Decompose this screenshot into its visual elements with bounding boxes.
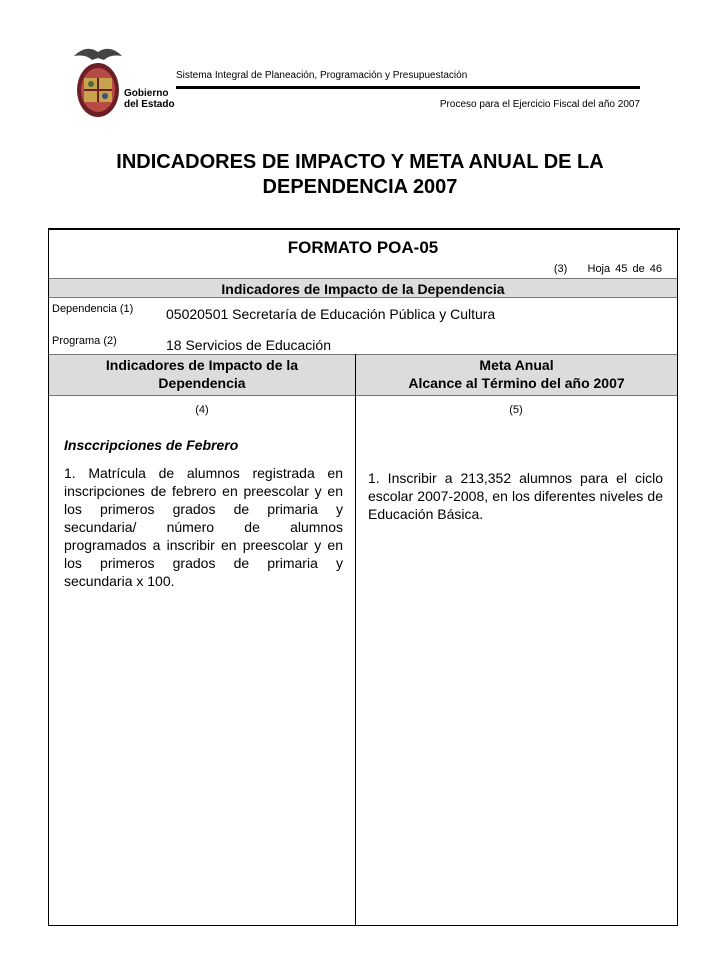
indicator-subheading: Insccripciones de Febrero <box>64 437 239 453</box>
state-coat-of-arms-logo <box>70 42 126 122</box>
col-left-line1: Indicadores de Impacto de la <box>105 357 299 373</box>
form-name: FORMATO POA-05 <box>287 238 439 257</box>
section-title: Indicadores de Impacto de la Dependencia <box>49 278 677 298</box>
sheet-text: Hoja 45 de 46 <box>587 263 662 275</box>
page-title <box>40 150 680 200</box>
programa-label: Programa (2) <box>52 335 117 347</box>
gobierno-line1: Gobierno <box>124 88 169 99</box>
col-header-meta <box>356 356 677 392</box>
title-line1: INDICADORES DE IMPACTO Y META ANUAL DE LA <box>116 151 604 173</box>
programa-value: 18 Servicios de Educación <box>166 337 331 353</box>
gobierno-label <box>124 88 175 110</box>
sheet-number <box>520 263 662 275</box>
title-line2: DEPENDENCIA 2007 <box>262 176 458 198</box>
dependencia-label: Dependencia (1) <box>52 303 134 315</box>
indicator-text: 1. Matrícula de alumnos registrada en inscripciones de febrero en preescolar y en los primeros grados de primaria y secundaria/ número de alumnos programados a inscribir en preescolar y en los primeros grados de primaria y secundaria x 100. <box>64 465 343 589</box>
col-right-line1: Meta Anual <box>479 357 554 373</box>
system-name: Sistema Integral de Planeación, Programación y Presupuestación <box>176 70 468 81</box>
form-top-line <box>48 228 680 230</box>
col-right-number: (5) <box>509 404 523 416</box>
dependencia-value: 05020501 Secretaría de Educación Pública y Cultura <box>166 306 496 322</box>
col-left-number: (4) <box>195 404 209 416</box>
meta-text: 1. Inscribir a 213,352 alumnos para el ciclo escolar 2007-2008, en los diferentes niveles de Educación Básica. <box>368 470 663 522</box>
fiscal-process: Proceso para el Ejercicio Fiscal del año 2007 <box>439 99 640 110</box>
gobierno-line2: del Estado <box>124 99 175 110</box>
col-left-line2: Dependencia <box>158 375 246 391</box>
header-rule <box>176 86 640 89</box>
sheet-ref: (3) <box>553 263 568 275</box>
col-right-line2: Alcance al Término del año 2007 <box>408 375 625 391</box>
col-header-indicators <box>49 356 355 392</box>
column-divider <box>355 354 356 926</box>
column-header-band <box>49 354 677 396</box>
